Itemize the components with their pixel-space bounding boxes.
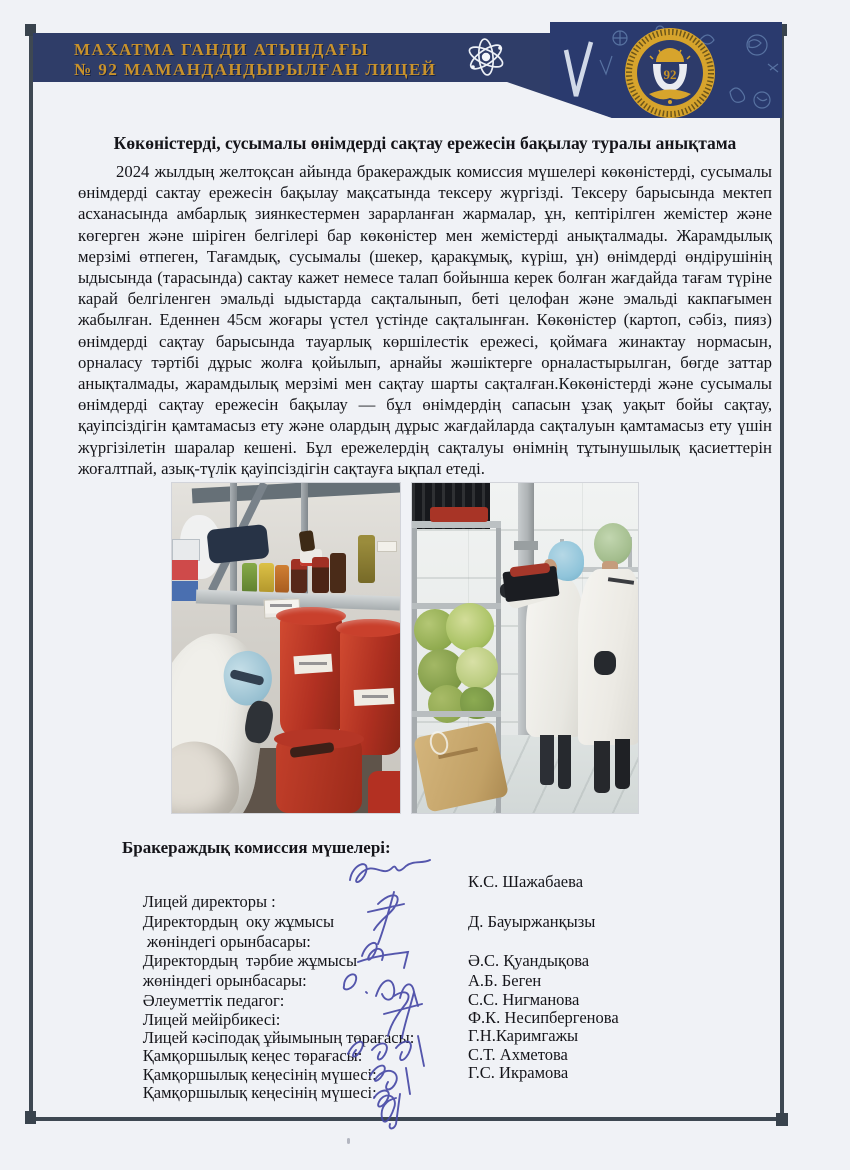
member-name: Д. Бауыржанқызы — [468, 912, 596, 931]
signature-trustee-chair — [370, 1066, 410, 1094]
left-shelf-post-a — [412, 521, 417, 813]
woman1-leg-b — [558, 735, 571, 789]
logo-number: 92 — [663, 67, 677, 82]
red-item-top-shelf — [430, 507, 488, 522]
member-role: Директордың тәрбие жұмысы — [142, 951, 358, 970]
member-role: Директордың оку жұмысы — [142, 912, 335, 931]
signature-deputy-study — [368, 892, 404, 944]
signature-director — [350, 860, 430, 882]
jar-dark-1 — [330, 553, 346, 593]
cabbage-2 — [446, 603, 494, 651]
member-role: Қамқоршылық кеңесінің мүшесі: — [142, 1083, 377, 1102]
woman2-hairnet — [594, 523, 632, 565]
bucket-center-rim — [276, 607, 346, 625]
member-name: К.С. Шажабаева — [468, 872, 584, 891]
shelf-label-text-mark — [270, 604, 292, 607]
commission-heading: Бракераждық комиссия мүшелері: — [122, 838, 391, 857]
woman1-leg-a — [540, 735, 554, 785]
member-name: А.Б. Беген — [468, 971, 542, 990]
member-name: С.Т. Ахметова — [468, 1045, 568, 1064]
school-logo — [625, 28, 715, 118]
stacked-box-2 — [172, 560, 198, 580]
frame-corner-bl — [25, 1111, 36, 1124]
pipe-bracket — [514, 541, 538, 550]
photo-staff-inspection — [412, 483, 638, 813]
can-yellow — [259, 563, 274, 593]
can-green — [242, 563, 257, 593]
can-orange — [275, 565, 289, 593]
bucket-center — [280, 615, 342, 737]
jar-red-2 — [312, 557, 329, 593]
member-name: С.С. Нигманова — [468, 990, 580, 1009]
jar-small-label — [377, 541, 397, 552]
stacked-box-3 — [172, 581, 198, 601]
cabbage-4 — [456, 647, 498, 689]
school-name-line2: № 92 МАМАНДАНДЫРЫЛҒАН ЛИЦЕЙ — [74, 60, 437, 79]
jar-dark-2 — [299, 530, 316, 552]
member-role: Әлеуметтік педагог: — [142, 991, 285, 1010]
member-role: Лицей мейірбикесі: — [142, 1010, 281, 1029]
scan-artifact-mark — [347, 1138, 350, 1144]
signature-union-chair — [348, 1036, 424, 1066]
member-name: Г.Н.Каримгажы — [468, 1026, 579, 1045]
stacked-box-1 — [172, 539, 200, 561]
member-name: Ә.С. Қуандықова — [468, 951, 590, 970]
school-name-line1: МАХАТМА ГАНДИ АТЫНДАҒЫ — [74, 40, 370, 59]
bucket-center-label-text-mark — [299, 662, 327, 665]
woman2-boot-a — [594, 741, 610, 793]
frame-corner-br — [776, 1113, 788, 1126]
member-role: Лицей кәсіподақ ұйымының төрағасы: — [142, 1028, 415, 1047]
bucket-right-rim — [336, 619, 400, 637]
left-shelf-top — [412, 521, 501, 528]
member-role: жөніндегі орынбасары: — [142, 932, 311, 951]
document-body-paragraph: 2024 жылдың желтоқсан айында бракераждык комиссия мүшелері көкөністерді, сусымалы өнімдерді сактау ережесін бақылау мақсатында тексеру жүргізді. Тексеру барысында мектеп асханасында амбарлық зиянкестермен зарарланған жармалар, ұн, кептірілген жемістер және көгерген және шіріген белгілері бар көкөністер мен жемістерді анықталмады. Жарамдылық мерзімі өтпеген, Тағамдық, сусымалы (шекер, қаракұмық, күріш, ұн) өнімдерді өндірушінің ыдысында (тарасында) сактау кажет немесе талап бойынша керек болған жағдайда тағам түріне карай белгіленген эмальді ыдыстарда сақталынып, беті целофан және эмальді какпағымен жабылған. Еденнен 45см жоғары үстел үстінде сақталынған. Көкөністер (картоп, сәбіз, пияз) өнімдерді сақтау барысында тауарлық көршілестік ережесі, қоймаға жинактау нормасын, орналасу тәртібі дұрыс жолға қойылып, арнайы жәшіктерге орналастырылган, бөгде заттар анықталмады, жарамдылық мерзімі мен сақтау шарты сақталған.Көкөністерді және сусымалы өнімдерді сақтау ережесін бақылау — бұл өнімдердің сапасын ұзақ уақыт бойы сақтау, қауіпсіздігін қамтамасыз ету және олардың дұрыс жағдайларда сақталуын қамтамасыз ету үшін жүргізілетін шаралар кешені. Бұл ережелердің сақталуы өнімнің тұтынушылық қасиеттерін жоғалтпай, азық-түлік қауіпсіздігін сақтауға ықпал етеді. — [78, 162, 772, 478]
member-name: Ф.К. Несипбергенова — [468, 1008, 619, 1027]
member-role: Қамқоршылық кеңес төрағасы: — [142, 1046, 363, 1065]
frame-left — [29, 28, 33, 1122]
woman2-boot-b — [615, 739, 630, 789]
left-shelf-low — [412, 711, 501, 717]
signature-deputy-edu — [358, 943, 408, 968]
signatures-ink — [330, 850, 470, 1130]
photo-pantry-shelves — [172, 483, 400, 813]
woman2-glove — [594, 651, 616, 675]
member-name: Г.С. Икрамова — [468, 1063, 569, 1082]
member-role: жөніндегі орынбасары: — [142, 971, 307, 990]
bucket-right-label-text-mark — [362, 695, 388, 698]
member-role: Лицей директоры : — [142, 892, 276, 911]
jar-tall-olive — [358, 535, 375, 583]
dark-bundle — [206, 524, 269, 564]
member-role: Қамқоршылық кеңесінің мүшесі: — [142, 1065, 377, 1084]
signature-trustee-member — [374, 1091, 400, 1129]
document-title: Көкөністерді, сусымалы өнімдерді сақтау ережесін бақылау туралы анықтама — [113, 133, 737, 153]
red-lid-corner — [368, 771, 400, 813]
frame-right — [780, 28, 784, 1122]
